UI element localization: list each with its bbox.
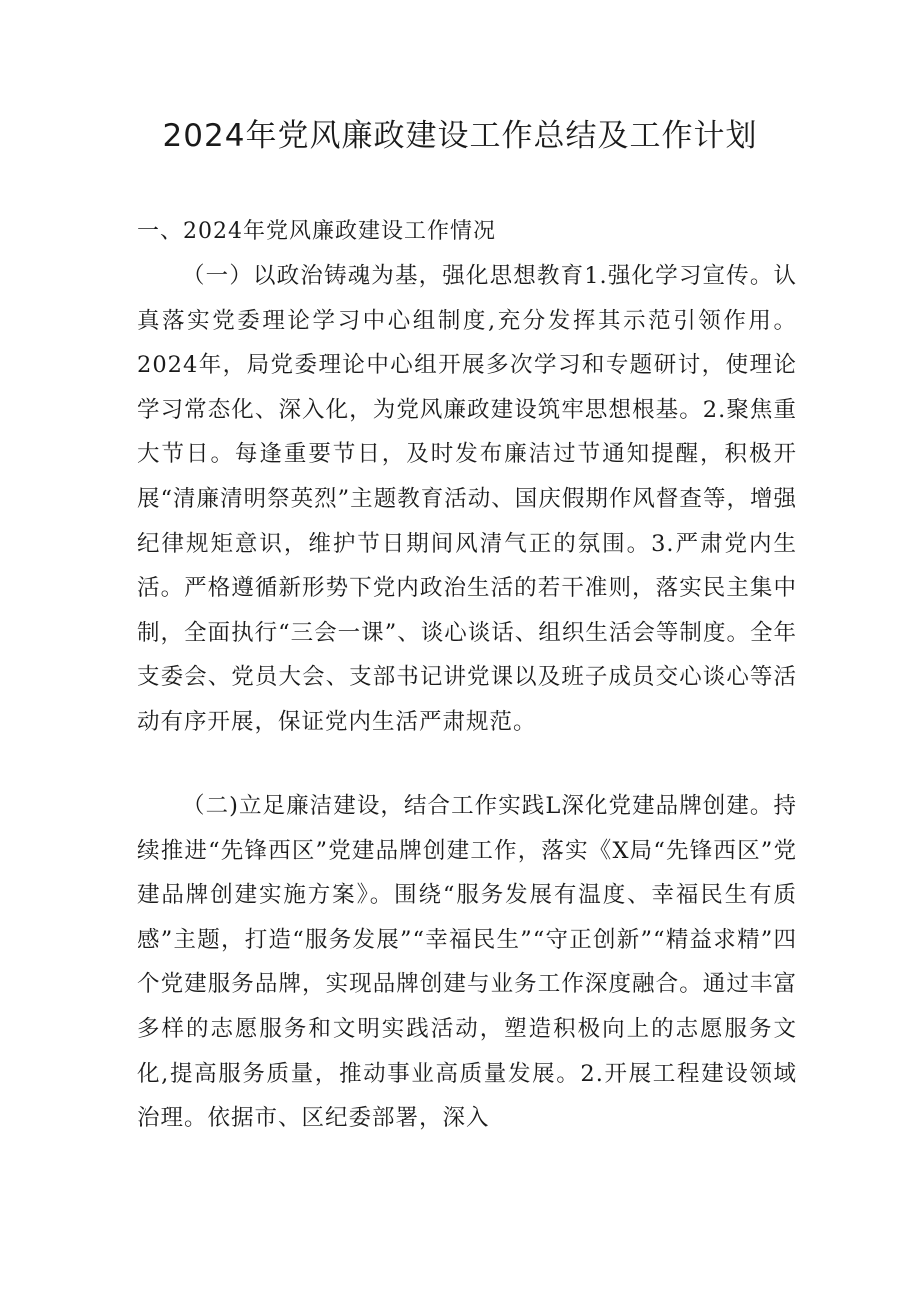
body-paragraph-1: （一）以政治铸魂为基，强化思想教育1.强化学习宣传。认真落实党委理论学习中心组制度,充分发挥其示范引领作用。2024年，局党委理论中心组开展多次学习和专题研讨，使理论学习常态化、深入化，为党风廉政建设筑牢思想根基。2.聚焦重大节日。每逢重要节日，及时发布廉洁过节通知提醒，积极开展“清廉清明祭英烈”主题教育活动、国庆假期作风督查等，增强纪律规矩意识，维护节日期间风清气正的氛围。3.严肃党内生活。严格遵循新形势下党内政治生活的若干准则，落实民主集中制，全面执行“三会一课”、谈心谈话、组织生活会等制度。全年支委会、党员大会、支部书记讲党课以及班子成员交心谈心等活动有序开展，保证党内生活严肃规范。 (137, 263, 797, 735)
section-heading: 一、2024年党风廉政建设工作情况 (137, 219, 496, 244)
document-title: 2024年党风廉政建设工作总结及工作计划 (162, 118, 758, 154)
body-paragraph-2: （二)立足廉洁建设，结合工作实践L深化党建品牌创建。持续推进“先锋西区”党建品牌创建工作，落实《X局“先锋西区”党建品牌创建实施方案》。围绕“服务发展有温度、幸福民生有质感”主题，打造“服务发展”“幸福民生”“守正创新”“精益求精”四个党建服务品牌，实现品牌创建与业务工作深度融合。通过丰富多样的志愿服务和文明实践活动，塑造积极向上的志愿服务文化,提高服务质量，推动事业高质量发展。2.开展工程建设领域治理。依据市、区纪委部署，深入 (137, 793, 797, 1132)
